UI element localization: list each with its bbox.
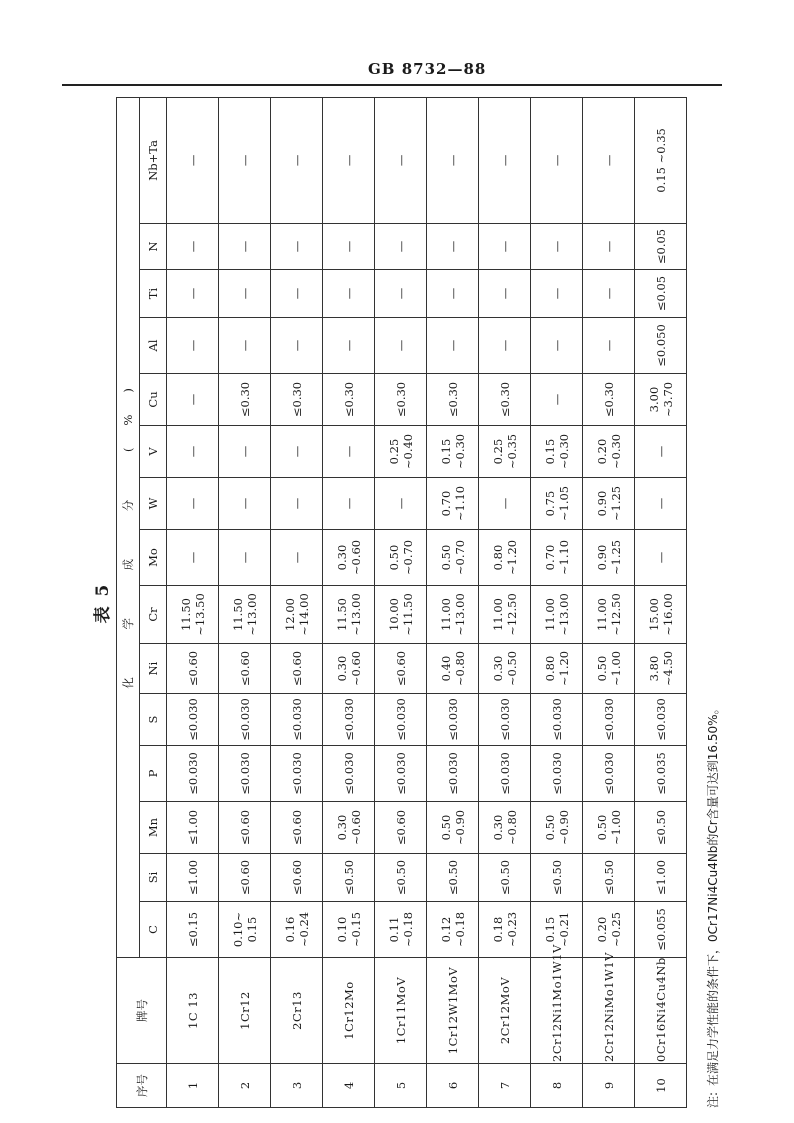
composition-cell: — bbox=[375, 97, 427, 223]
rotated-table-page bbox=[74, 98, 720, 1108]
header-element: P bbox=[140, 746, 167, 802]
header-rule bbox=[62, 84, 722, 86]
composition-cell: ≤0.030 bbox=[583, 694, 635, 746]
composition-cell: — bbox=[167, 97, 219, 223]
row-grade: 0Cr16Ni4Cu4Nb bbox=[635, 958, 687, 1064]
composition-cell: — bbox=[583, 224, 635, 270]
header-element: Nb+Ta bbox=[140, 97, 167, 223]
header-element: Cu bbox=[140, 374, 167, 426]
note-label: 注: bbox=[706, 1091, 720, 1108]
composition-cell: ≤0.030 bbox=[531, 694, 583, 746]
composition-cell: — bbox=[531, 97, 583, 223]
table-row bbox=[375, 97, 427, 1107]
header-element: Ni bbox=[140, 644, 167, 694]
composition-cell: — bbox=[427, 97, 479, 223]
table-row bbox=[323, 97, 375, 1107]
note-text: 在满足力学性能的条件下，0Cr17Ni4Cu4Nb的Cr含量可达到16.50%。 bbox=[706, 702, 720, 1086]
row-grade: 1C 13 bbox=[167, 958, 219, 1064]
composition-cell: 0.40 ~0.80 bbox=[427, 644, 479, 694]
composition-cell: 0.70 ~1.10 bbox=[531, 530, 583, 586]
composition-cell: ≤0.30 bbox=[219, 374, 271, 426]
header-element: V bbox=[140, 426, 167, 478]
composition-cell: ≤0.030 bbox=[323, 746, 375, 802]
row-number: 10 bbox=[635, 1064, 687, 1108]
composition-cell: 0.11 ~0.18 bbox=[375, 902, 427, 958]
composition-cell: 0.50 ~0.70 bbox=[427, 530, 479, 586]
composition-cell: — bbox=[271, 478, 323, 530]
composition-cell: 11.50 ~13.00 bbox=[323, 586, 375, 644]
composition-cell: — bbox=[219, 97, 271, 223]
row-grade: 1Cr12 bbox=[219, 958, 271, 1064]
composition-cell: — bbox=[167, 530, 219, 586]
composition-cell: 11.50 ~13.50 bbox=[167, 586, 219, 644]
header-element: Si bbox=[140, 854, 167, 902]
composition-cell: ≤0.030 bbox=[583, 746, 635, 802]
table-row bbox=[427, 97, 479, 1107]
composition-cell: 0.15 ~0.30 bbox=[427, 426, 479, 478]
composition-cell: ≤0.60 bbox=[167, 644, 219, 694]
row-grade: 1Cr12Mo bbox=[323, 958, 375, 1064]
composition-cell: ≤0.30 bbox=[271, 374, 323, 426]
header-grade: 牌号 bbox=[117, 958, 167, 1064]
composition-cell: ≤0.60 bbox=[219, 802, 271, 854]
row-grade: 2Cr12NiMo1W1V bbox=[583, 958, 635, 1064]
composition-cell: — bbox=[167, 478, 219, 530]
composition-cell: 10.00 ~11.50 bbox=[375, 586, 427, 644]
header-element: Mn bbox=[140, 802, 167, 854]
composition-cell: ≤0.60 bbox=[271, 644, 323, 694]
row-grade: 2Cr13 bbox=[271, 958, 323, 1064]
composition-cell: ≤0.15 bbox=[167, 902, 219, 958]
composition-cell: — bbox=[375, 270, 427, 318]
composition-cell: 0.15 ~0.35 bbox=[635, 97, 687, 223]
composition-cell: ≤0.50 bbox=[323, 854, 375, 902]
composition-cell: 0.25 ~0.40 bbox=[375, 426, 427, 478]
composition-cell: 0.50 ~1.00 bbox=[583, 644, 635, 694]
composition-cell: ≤0.50 bbox=[427, 854, 479, 902]
composition-cell: ≤0.030 bbox=[531, 746, 583, 802]
header-row-group bbox=[117, 97, 140, 1107]
composition-cell: — bbox=[219, 224, 271, 270]
composition-cell: 11.00 ~13.00 bbox=[427, 586, 479, 644]
composition-cell: — bbox=[583, 97, 635, 223]
composition-cell: ≤1.00 bbox=[167, 802, 219, 854]
composition-cell: — bbox=[635, 478, 687, 530]
composition-cell: — bbox=[635, 426, 687, 478]
composition-cell: — bbox=[271, 224, 323, 270]
composition-cell: — bbox=[583, 270, 635, 318]
composition-cell: 0.12 ~0.18 bbox=[427, 902, 479, 958]
composition-cell: — bbox=[323, 224, 375, 270]
composition-cell: — bbox=[219, 270, 271, 318]
composition-cell: ≤0.030 bbox=[427, 694, 479, 746]
composition-cell: ≤1.00 bbox=[167, 854, 219, 902]
composition-cell: 0.10 ~0.15 bbox=[323, 902, 375, 958]
row-number: 8 bbox=[531, 1064, 583, 1108]
header-element: N bbox=[140, 224, 167, 270]
composition-cell: — bbox=[479, 478, 531, 530]
composition-cell: 0.25 ~0.35 bbox=[479, 426, 531, 478]
composition-cell: 3.00 ~3.70 bbox=[635, 374, 687, 426]
composition-cell: — bbox=[219, 318, 271, 374]
composition-cell: ≤0.30 bbox=[375, 374, 427, 426]
composition-cell: — bbox=[531, 318, 583, 374]
composition-cell: ≤0.60 bbox=[375, 644, 427, 694]
composition-cell: ≤0.30 bbox=[323, 374, 375, 426]
composition-cell: — bbox=[479, 224, 531, 270]
composition-cell: ≤0.60 bbox=[271, 854, 323, 902]
composition-cell: ≤0.60 bbox=[271, 802, 323, 854]
composition-cell: 15.00 ~16.00 bbox=[635, 586, 687, 644]
composition-cell: ≤0.50 bbox=[375, 854, 427, 902]
row-number: 7 bbox=[479, 1064, 531, 1108]
composition-cell: ≤0.030 bbox=[271, 746, 323, 802]
table-row bbox=[635, 97, 687, 1107]
header-element: C bbox=[140, 902, 167, 958]
header-element: Al bbox=[140, 318, 167, 374]
composition-cell: ≤0.030 bbox=[323, 694, 375, 746]
composition-cell: ≤0.50 bbox=[479, 854, 531, 902]
composition-cell: ≤0.030 bbox=[375, 746, 427, 802]
composition-cell: — bbox=[375, 318, 427, 374]
composition-cell: 0.70 ~1.10 bbox=[427, 478, 479, 530]
composition-cell: — bbox=[219, 478, 271, 530]
header-composition-group: 化 学 成 分 (%) bbox=[117, 97, 140, 957]
composition-cell: 3.80 ~4.50 bbox=[635, 644, 687, 694]
header-no: 序号 bbox=[117, 1064, 167, 1108]
composition-cell: 0.18 ~0.23 bbox=[479, 902, 531, 958]
composition-cell: — bbox=[167, 426, 219, 478]
table-title: 表 5 bbox=[93, 582, 113, 624]
composition-cell: — bbox=[167, 270, 219, 318]
table-row bbox=[531, 97, 583, 1107]
composition-cell: ≤0.030 bbox=[635, 694, 687, 746]
composition-cell: 0.20 ~0.30 bbox=[583, 426, 635, 478]
composition-cell: 0.16 ~0.24 bbox=[271, 902, 323, 958]
composition-cell: — bbox=[323, 270, 375, 318]
composition-cell: ≤0.05 bbox=[635, 270, 687, 318]
header-element: W bbox=[140, 478, 167, 530]
composition-cell: ≤0.050 bbox=[635, 318, 687, 374]
composition-cell: ≤0.30 bbox=[479, 374, 531, 426]
composition-cell: — bbox=[271, 97, 323, 223]
composition-cell: ≤0.30 bbox=[583, 374, 635, 426]
composition-cell: 0.30 ~0.60 bbox=[323, 644, 375, 694]
table-row bbox=[271, 97, 323, 1107]
composition-cell: — bbox=[427, 318, 479, 374]
composition-cell: — bbox=[271, 426, 323, 478]
table-row bbox=[167, 97, 219, 1107]
composition-cell: 0.30 ~0.60 bbox=[323, 802, 375, 854]
composition-cell: — bbox=[479, 270, 531, 318]
composition-cell: — bbox=[167, 224, 219, 270]
table-row bbox=[219, 97, 271, 1107]
composition-cell: ≤0.60 bbox=[375, 802, 427, 854]
composition-cell: — bbox=[219, 530, 271, 586]
row-number: 3 bbox=[271, 1064, 323, 1108]
composition-cell: 11.00 ~12.50 bbox=[583, 586, 635, 644]
row-grade: 2Cr12Ni1Mo1W1V bbox=[531, 958, 583, 1064]
composition-cell: ≤0.030 bbox=[167, 694, 219, 746]
row-number: 4 bbox=[323, 1064, 375, 1108]
composition-cell: 0.30 ~0.50 bbox=[479, 644, 531, 694]
header-element: Cr bbox=[140, 586, 167, 644]
composition-cell: ≤0.030 bbox=[427, 746, 479, 802]
row-number: 5 bbox=[375, 1064, 427, 1108]
composition-cell: — bbox=[479, 318, 531, 374]
composition-cell: 11.50 ~13.00 bbox=[219, 586, 271, 644]
composition-cell: — bbox=[323, 97, 375, 223]
composition-cell: — bbox=[583, 318, 635, 374]
composition-cell: 0.30 ~0.80 bbox=[479, 802, 531, 854]
row-number: 9 bbox=[583, 1064, 635, 1108]
composition-cell: ≤0.50 bbox=[635, 802, 687, 854]
row-number: 6 bbox=[427, 1064, 479, 1108]
header-element: S bbox=[140, 694, 167, 746]
composition-cell: 0.50 ~1.00 bbox=[583, 802, 635, 854]
composition-cell: ≤0.50 bbox=[531, 854, 583, 902]
composition-cell: — bbox=[167, 374, 219, 426]
composition-cell: — bbox=[427, 270, 479, 318]
chemical-composition-table bbox=[116, 97, 687, 1108]
composition-cell: ≤0.055 bbox=[635, 902, 687, 958]
composition-cell: 11.00 ~12.50 bbox=[479, 586, 531, 644]
composition-cell: — bbox=[271, 270, 323, 318]
composition-cell: ≤0.30 bbox=[427, 374, 479, 426]
composition-cell: — bbox=[375, 478, 427, 530]
composition-cell: ≤0.030 bbox=[271, 694, 323, 746]
composition-cell: — bbox=[531, 224, 583, 270]
composition-cell: 0.50 ~0.90 bbox=[427, 802, 479, 854]
header-element: Mo bbox=[140, 530, 167, 586]
table-row bbox=[583, 97, 635, 1107]
header-element: Ti bbox=[140, 270, 167, 318]
composition-cell: ≤0.50 bbox=[583, 854, 635, 902]
composition-cell: 0.90 ~1.25 bbox=[583, 478, 635, 530]
composition-cell: 0.80 ~1.20 bbox=[479, 530, 531, 586]
composition-cell: — bbox=[323, 426, 375, 478]
composition-cell: ≤0.60 bbox=[219, 644, 271, 694]
standard-code: GB 8732—88 bbox=[368, 60, 487, 78]
row-grade: 2Cr12MoV bbox=[479, 958, 531, 1064]
composition-cell: ≤0.035 bbox=[635, 746, 687, 802]
composition-cell: 0.80 ~1.20 bbox=[531, 644, 583, 694]
composition-cell: ≤0.030 bbox=[219, 694, 271, 746]
composition-cell: — bbox=[375, 224, 427, 270]
header-row-elements bbox=[140, 97, 167, 1107]
composition-cell: 0.15 ~0.21 bbox=[531, 902, 583, 958]
composition-cell: 0.10~ 0.15 bbox=[219, 902, 271, 958]
table-row bbox=[479, 97, 531, 1107]
composition-cell: ≤0.030 bbox=[167, 746, 219, 802]
composition-cell: — bbox=[479, 97, 531, 223]
composition-cell: ≤0.05 bbox=[635, 224, 687, 270]
composition-cell: ≤0.030 bbox=[479, 746, 531, 802]
table-note bbox=[704, 98, 721, 1108]
composition-cell: — bbox=[531, 270, 583, 318]
composition-cell: — bbox=[167, 318, 219, 374]
composition-cell: 0.15 ~0.30 bbox=[531, 426, 583, 478]
composition-cell: — bbox=[531, 374, 583, 426]
composition-cell: ≤0.030 bbox=[375, 694, 427, 746]
row-number: 2 bbox=[219, 1064, 271, 1108]
composition-cell: — bbox=[427, 224, 479, 270]
composition-cell: 0.20 ~0.25 bbox=[583, 902, 635, 958]
composition-cell: ≤1.00 bbox=[635, 854, 687, 902]
composition-cell: — bbox=[635, 530, 687, 586]
row-grade: 1Cr12W1MoV bbox=[427, 958, 479, 1064]
table-body bbox=[167, 97, 687, 1107]
composition-cell: 0.75 ~1.05 bbox=[531, 478, 583, 530]
composition-cell: — bbox=[271, 318, 323, 374]
composition-cell: — bbox=[323, 478, 375, 530]
composition-cell: 0.90 ~1.25 bbox=[583, 530, 635, 586]
composition-cell: 11.00 ~13.00 bbox=[531, 586, 583, 644]
composition-cell: — bbox=[219, 426, 271, 478]
composition-cell: — bbox=[323, 318, 375, 374]
row-grade: 1Cr11MoV bbox=[375, 958, 427, 1064]
composition-cell: ≤0.60 bbox=[219, 854, 271, 902]
composition-cell: — bbox=[271, 530, 323, 586]
composition-cell: 12.00 ~14.00 bbox=[271, 586, 323, 644]
composition-cell: ≤0.030 bbox=[479, 694, 531, 746]
row-number: 1 bbox=[167, 1064, 219, 1108]
composition-cell: 0.50 ~0.70 bbox=[375, 530, 427, 586]
composition-cell: ≤0.030 bbox=[219, 746, 271, 802]
composition-cell: 0.30 ~0.60 bbox=[323, 530, 375, 586]
composition-cell: 0.50 ~0.90 bbox=[531, 802, 583, 854]
